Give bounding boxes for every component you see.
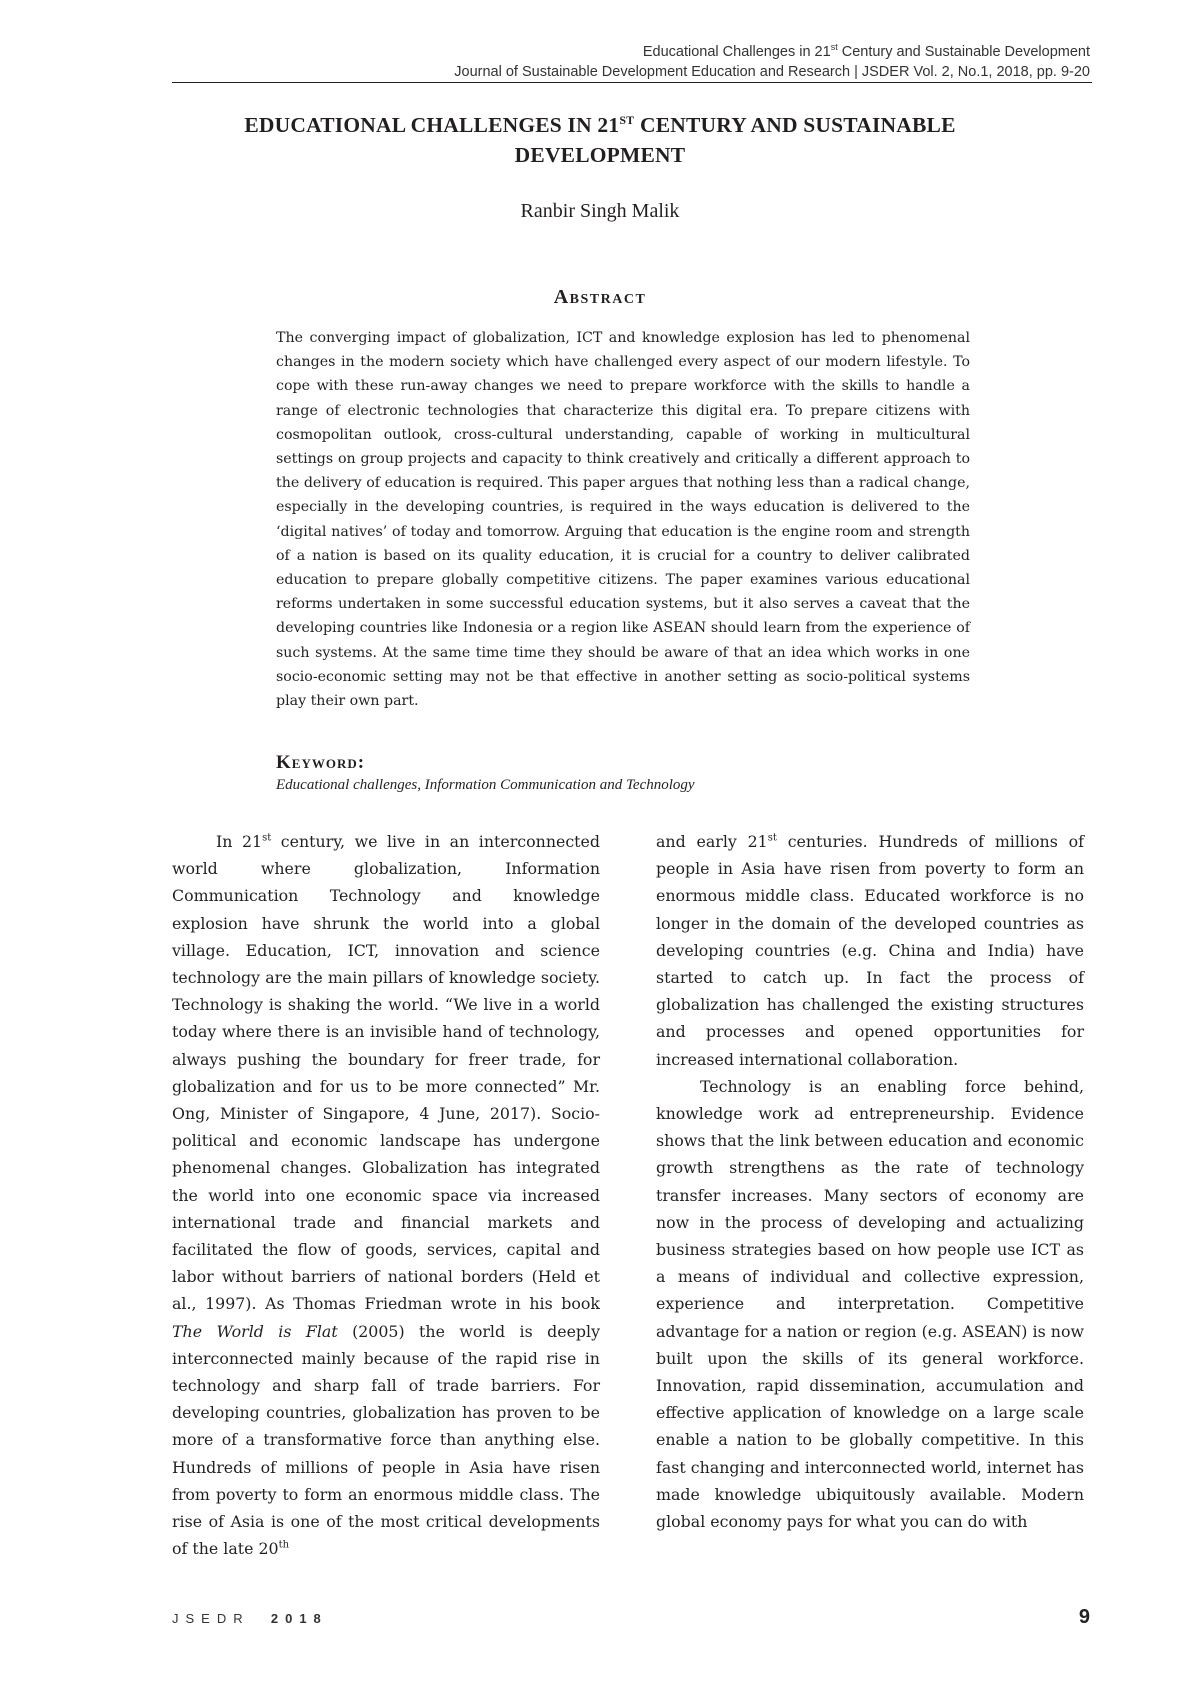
running-header — [454, 42, 1090, 82]
header-title-text-end: Century and Sustainable Development — [837, 44, 1090, 60]
running-header-journal: Journal of Sustainable Development Education and Research | JSDER Vol. 2, No.1, 2018, pp. 9-20 — [454, 64, 1090, 80]
superscript: st — [262, 832, 272, 844]
header-title-sup: st — [830, 42, 838, 53]
abstract-heading: Abstract — [553, 286, 647, 308]
header-rule — [172, 82, 1092, 83]
running-header-title — [454, 42, 1090, 62]
abstract-text: The converging impact of globalization, ICT and knowledge explosion has led to phenomenal changes in the modern society which have challenged every aspect of our modern lifestyle. To cope with these run-away changes we need to prepare workforce with the skills to handle a range of electronic technologies that characterize this digital era. To prepare citizens with cosmopolitan outlook, cross-cultural understanding, capable of working in multicultural settings on group projects and capacity to think creatively and critically a different approach to the delivery of education is required. This paper argues that nothing less than a radical change, especially in the developing countries, is required in the ways education is delivered to the ‘digital natives’ of today and tomorrow. Arguing that education is the engine room and strength of a nation is based on its quality education, it is crucial for a country to deliver calibrated education to prepare globally competitive citizens. The paper examines various educational reforms undertaken in some successful education systems, but it also serves a caveat that the developing countries like Indonesia or a region like ASEAN should learn from the experience of such systems. At the same time time they should be aware of that an idea which works in one socio-economic setting may not be that effective in another setting as socio-political systems play their own part. — [276, 330, 970, 710]
paragraph-text: (2005) the world is deeply interconnected mainly because of the rapid rise in technology and sharp fall of trade barriers. For developing countries, globalization has proven to be more of a transformative force than anything else. Hundreds of millions of people in Asia have risen from poverty to form an enormous middle class. The rise of Asia is one of the most critical developments of the late 20 — [172, 1321, 601, 1559]
header-title-text: Educational Challenges in 21 — [642, 44, 831, 60]
paragraph-text: century, we live in an interconnected world where globalization, Information Communication Technology and knowledge explosion have shrunk the world into a global village. Education, ICT, innovation and science technology are the main pillars of knowledge society. Technology is shaking the world. “We live in a world today where there is an invisible hand of technology, always pushing the boundary for freer trade, for globalization and for us to be more connected” Mr. Ong, Minister of Singapore, 4 June, 2017). Socio-political and economic landscape has undergone phenomenal changes. Globalization has integrated the world into one economic space via increased international trade and financial markets and facilitated the flow of goods, services, capital and labor without barriers of national borders (Held et al., 1997). As Thomas Friedman wrote in his book — [172, 832, 600, 1314]
book-title: The World is Flat — [172, 1321, 338, 1341]
footer-year: 2018 — [270, 1611, 328, 1626]
body-column-right — [656, 828, 1084, 1535]
paragraph-text: centuries. Hundreds of millions of people in Asia have risen from poverty to form an enormous middle class. Educated workforce is no longer in the domain of the developed countries as developing countries (e.g. China and India) have started to catch up. In fact the process of globalization has challenged the existing structures and processes and opened opportunities for increased international collaboration. — [656, 832, 1084, 1069]
article-title — [190, 110, 1010, 170]
paragraph-text: In 21 — [216, 832, 263, 851]
superscript: st — [767, 832, 777, 844]
author-name: Ranbir Singh Malik — [520, 200, 680, 222]
title-sup: ST — [619, 112, 635, 127]
footer-journal-name: JSEDR — [172, 1611, 250, 1626]
body-column-left — [172, 828, 600, 1562]
title-text-end: CENTURY AND SUSTAINABLE DEVELOPMENT — [514, 113, 956, 167]
title-text: EDUCATIONAL CHALLENGES IN 21 — [244, 113, 620, 137]
footer-journal — [172, 1611, 328, 1626]
page-number: 9 — [1078, 1606, 1090, 1628]
keyword-heading: Keyword: — [276, 752, 366, 773]
paragraph-text: and early 21 — [656, 832, 768, 851]
keyword-list: Educational challenges, Information Communication and Technology — [276, 777, 695, 793]
body-paragraph: Technology is an enabling force behind, knowledge work ad entrepreneurship. Evidence shows that the link between education and economic growth strengthens as the rate of technology transfer increases. Many sectors of economy are now in the process of developing and actualizing business strategies based on how people use ICT as a means of individual and collective expression, experience and interpretation. Competitive advantage for a nation or region (e.g. ASEAN) is now built upon the skills of its general workforce. Innovation, rapid dissemination, accumulation and effective application of knowledge on a large scale enable a nation to be globally competitive. In this fast changing and interconnected world, internet has made knowledge ubiquitously available. Modern global economy pays for what you can do with — [656, 1076, 1084, 1532]
body-paragraph — [656, 828, 1084, 1073]
superscript: th — [278, 1540, 290, 1552]
body-paragraph — [172, 828, 600, 1562]
